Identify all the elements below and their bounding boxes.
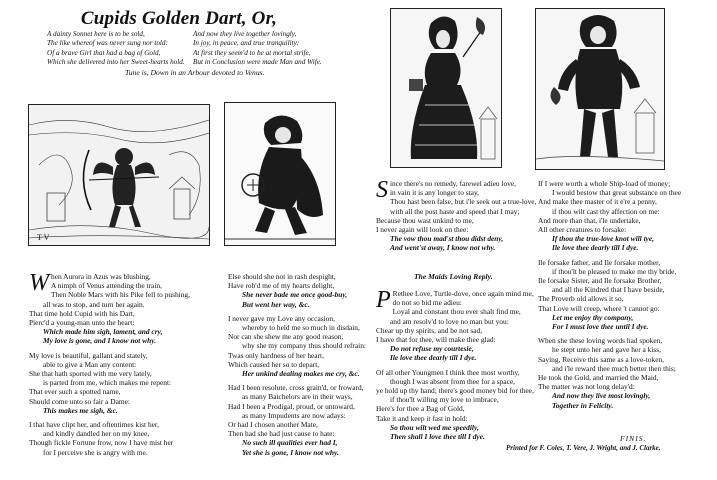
verse-text: Yet she is gone, I know not why. [242,447,339,457]
verse-line [538,285,716,294]
drop-cap: W [29,270,49,296]
printer-imprint: Printed for F. Coles, T. Vere, J. Wright, and J. Clarke. [506,444,661,452]
verse-text: Ile forsake father, and Ile forsake mother, [538,257,661,267]
verse-text: Had I been a Prodigal, proud, or untoward, [228,401,355,411]
verse-line [538,276,716,285]
verse-text: Here's for thee a Bag of Gold, [376,404,465,414]
verse-text: That Love will creep, where 't cannot go: [538,303,660,313]
verse-line [228,281,388,290]
verse-line [29,397,234,406]
verse-text: I have that for thee, will make thee glad: [376,335,496,345]
finis-mark: FINIS. [620,434,647,443]
woodcut-cupid [28,104,210,246]
verse-line [228,300,388,309]
tune-line: Tune is, Down in an Arbour devoted to Venus. [125,68,265,77]
verse-text: Her unkind dealing makes me cry, &c. [242,369,360,379]
verse-text: Rethee Love, Turtle-dove, once again mind me, [392,289,534,298]
verse-column-4 [538,179,716,410]
verse-text: No such ill qualities ever had I, [242,438,338,448]
verse-text: he stept unto her and gave her a kiss, [552,345,661,355]
verse-text: Or had I chosen another Mate, [228,420,318,430]
verse-line [29,318,234,327]
woodcut-man-cloak [224,102,336,246]
intro-verse-left [47,30,207,68]
verse-text: And more than that, i'le undertake, [538,215,641,225]
verse-line [228,402,388,411]
verse-text: Then shall I love thee till I dye. [390,432,485,442]
verse-line [538,216,716,225]
verse-text: and i'le reward thee much better then this; [552,363,676,373]
verse-text: When she these loving words had spoken, [538,336,663,346]
verse-text: All other creatures to forsake: [538,225,627,235]
verse-text: and kindly dandled her on my knee, [43,429,150,439]
verse-text: for I perceive she is angry with me. [43,447,148,457]
verse-text: I never again will look on thee: [376,225,469,235]
verse-line [376,414,546,423]
verse-line [538,188,716,197]
verse-text: Which caused her so to depart, [228,359,320,369]
verse-line: Of a brave Girl that had a bag of Gold, [47,48,161,57]
verse-text: Thou hast been false, but i'le seek out a true-love, [390,197,537,207]
verse-text: If thou the true-love knot will tye, [552,234,655,244]
verse-line [538,401,716,410]
verse-text: Nor can she shew me any good reason, [228,332,344,342]
verse-text: in vain it is any longer to stay, [390,188,480,198]
verse-line [228,448,388,457]
verse-line [376,353,546,362]
verse-line [29,406,234,415]
verse-text: and am resolv'd to love no man but you: [390,316,509,326]
verse-line [228,438,388,447]
verse-column-3-bottom [376,289,546,441]
verse-text: ye hold up thy hand; there's good money bid for thee, [376,386,534,396]
verse-text: For I must love thee until I dye. [552,322,649,332]
verse-text: Saying, Receive this same as a love-token, [538,354,665,364]
verse-line [376,225,541,234]
verse-text: hen Aurora in Azus was blushing, [51,272,151,281]
verse-text: Loyal and constant thou ever shalt find me, [392,307,521,317]
verse-text: But went her way, &c. [242,299,310,309]
verse-line [376,207,541,216]
verse-line [538,364,716,373]
verse-text: Together in Felicity. [552,400,614,410]
verse-line [29,290,234,299]
verse-line [538,243,716,252]
verse-line [376,216,541,225]
verse-line [228,429,388,438]
verse-line: Which she delivered into her Sweet-hearts hold. [47,58,185,67]
verse-column-2 [228,272,388,457]
verse-text: My love is beautiful, gallant and stately, [29,350,148,360]
verse-text: If I were worth a whole Ship-load of money; [538,179,671,188]
verse-text: Have rob'd me of my hearts delight, [228,281,335,291]
man-illustration [225,103,335,245]
verse-text: So thou wilt wed me speedily, [390,422,479,432]
verse-text: He took the Gold, and married the Maid, [538,373,659,383]
verse-line [228,420,388,429]
verse-text: Let me enjoy thy company, [552,312,634,322]
drop-cap: P [376,287,391,313]
verse-line [376,197,541,206]
verse-text: I would bestow that great substance on thee [552,188,682,198]
verse-text: able to give a Man any content: [43,359,137,369]
verse-text: as many Batchelors are in their ways, [242,392,353,402]
verse-text: That time hold Cupid with his Dart, [29,308,135,318]
verse-line: A dainty Sonnet here is to be sold, [47,30,145,38]
verse-line: The like whereof was never sung nor told: [47,39,168,48]
verse-line [376,368,546,377]
verse-text: The vow thou mad'st thou didst deny, [390,234,504,244]
verse-line [29,300,234,309]
verse-text: Because thou wast unkind to me, [376,215,474,225]
verse-line [376,344,546,353]
verse-line [228,360,388,369]
verse-line [228,383,388,392]
ballad-title: Cupids Golden Dart, Or, [80,8,278,29]
verse-line [228,341,388,350]
verse-line [228,314,388,323]
verse-text: A nimph of Venus attending the train, [51,281,162,291]
verse-line [538,294,716,303]
verse-line [228,369,388,378]
verse-line [376,326,546,335]
verse-line [538,345,716,354]
verse-line [538,267,716,276]
verse-line: At first they seem'd to be at mortal strife, [193,48,311,57]
verse-line [376,423,546,432]
verse-text: all was to stop, and turn her again. [43,299,145,309]
verse-line [29,327,234,336]
verse-line [538,382,716,391]
verse-text: whereby to held me so much in disdain, [242,323,360,333]
verse-text: Pierc'd a young-man unto the heart: [29,318,135,328]
verse-line [376,307,546,316]
verse-line [538,313,716,322]
verse-line [538,197,716,206]
verse-text: Take it and keep it fast in hold: [376,413,468,423]
intro-verse-right [193,30,363,68]
verse-text: I that have clipt her, and oftentimes kist her, [29,420,159,430]
verse-text: And went'st away, I know not why. [390,243,496,253]
verse-text: This makes me sigh, &c. [43,405,118,415]
verse-line [376,386,546,395]
reply-heading: The Maids Loving Reply. [414,272,493,281]
verse-line [538,225,716,234]
verse-text: Though fickle Fortune frow, now I have mist her [29,438,174,448]
verse-text: as many Impudents are now adays: [242,410,346,420]
gentleman-illustration [536,9,664,169]
verse-line [376,432,546,441]
verse-text: Ile love thee dearly till I dye. [390,353,477,363]
verse-line [376,243,541,252]
verse-line [538,207,716,216]
verse-line [538,355,716,364]
verse-line: In joy, in peace, and true tranquility: [193,39,300,48]
verse-line [376,404,546,413]
verse-text: is parted from me, which makes me repent: [43,378,172,388]
verse-line: But in Conclusion were made Man and Wife. [193,58,322,67]
verse-line [29,336,234,345]
verse-line [376,335,546,344]
verse-text: if thou'lt willing my love to imbrace, [390,395,499,405]
woman-illustration [391,9,501,167]
verse-line [228,392,388,401]
verse-line [228,272,388,281]
verse-line [228,332,388,341]
cupid-illustration [29,105,209,245]
verse-line [538,304,716,313]
verse-line [29,387,234,396]
verse-text: do not so bid me adieu: [392,298,462,308]
verse-line [376,234,541,243]
verse-text: though I was absent from thee for a space, [390,376,515,386]
woodcut-gentleman [535,8,665,170]
verse-text: ince there's no remedy, farewel adieu love, [390,179,517,188]
verse-text: Which made him sigh, lament, and cry, [43,327,163,337]
verse-text: My love is gone, and I know not why. [43,336,157,346]
verse-line [29,369,234,378]
verse-text: if thou'lt be pleased to make me thy bride, [552,266,677,276]
verse-line [538,234,716,243]
verse-line [376,377,546,386]
verse-line [228,411,388,420]
verse-line [29,360,234,369]
verse-text: if thou wilt cast thy affection on me: [552,206,660,216]
drop-cap: S [376,177,388,203]
verse-text: And make thee master of it e're a penny, [538,197,657,207]
woodcut-woman [390,8,502,168]
verse-text: Ile love thee dearly till I dye. [552,243,639,253]
verse-text: why she my company thus should refrain: [242,341,366,351]
verse-line: And now they live together lovingly, [193,30,297,38]
verse-text: I never gave my Love any occasion, [228,313,335,323]
verse-column-3-top [376,179,541,253]
verse-text: Then had she had just cause to hate: [228,429,335,439]
verse-text: And now they live most lovingly, [552,391,651,401]
verse-line [228,290,388,299]
verse-line [538,322,716,331]
verse-line [538,373,716,382]
verse-line [376,188,541,197]
verse-text: Else should she not in rash despight, [228,272,336,281]
verse-line [376,395,546,404]
verse-text: She that hath sported with me very lately, [29,369,152,379]
verse-line [228,323,388,332]
verse-text: Should come unto so fair a Dame: [29,396,130,406]
verse-text: Do not refuse my courtesie, [390,344,474,354]
verse-line [376,298,546,307]
verse-line [29,309,234,318]
verse-line [228,351,388,360]
verse-line [29,420,234,429]
verse-text: and all the Kindred that I have beside, [552,285,665,295]
woodcut-initials: T V [37,233,50,242]
verse-line [29,351,234,360]
verse-text: The Proverb old allows it so, [538,294,624,304]
verse-text: Ile forsake Sister, and Ile forsake Brother, [538,276,662,286]
verse-text: That ever such a spotted name, [29,387,121,397]
verse-text: Twas only hardness of her heart, [228,350,324,360]
verse-line [29,429,234,438]
verse-line [29,378,234,387]
verse-text: Then Noble Mars with his Pike fell to pushing, [51,290,190,300]
verse-line [538,336,716,345]
verse-text: The matter was not long delay'd: [538,382,635,392]
verse-line [538,179,716,188]
verse-text: Had I been resolute, cross grain'd, or froward, [228,383,364,393]
verse-line [29,448,234,457]
verse-line [538,258,716,267]
verse-column-1 [29,272,234,457]
verse-line [29,438,234,447]
verse-line [29,281,234,290]
verse-text: with all the post haste and speed that I may; [390,206,520,216]
verse-text: Of all other Youngmen I think thee most worthy, [376,367,520,377]
verse-text: She never bade me once good-buy, [242,290,348,300]
verse-line [376,317,546,326]
verse-text: Chear up thy spirits, and be not sad, [376,325,483,335]
verse-line [538,391,716,400]
